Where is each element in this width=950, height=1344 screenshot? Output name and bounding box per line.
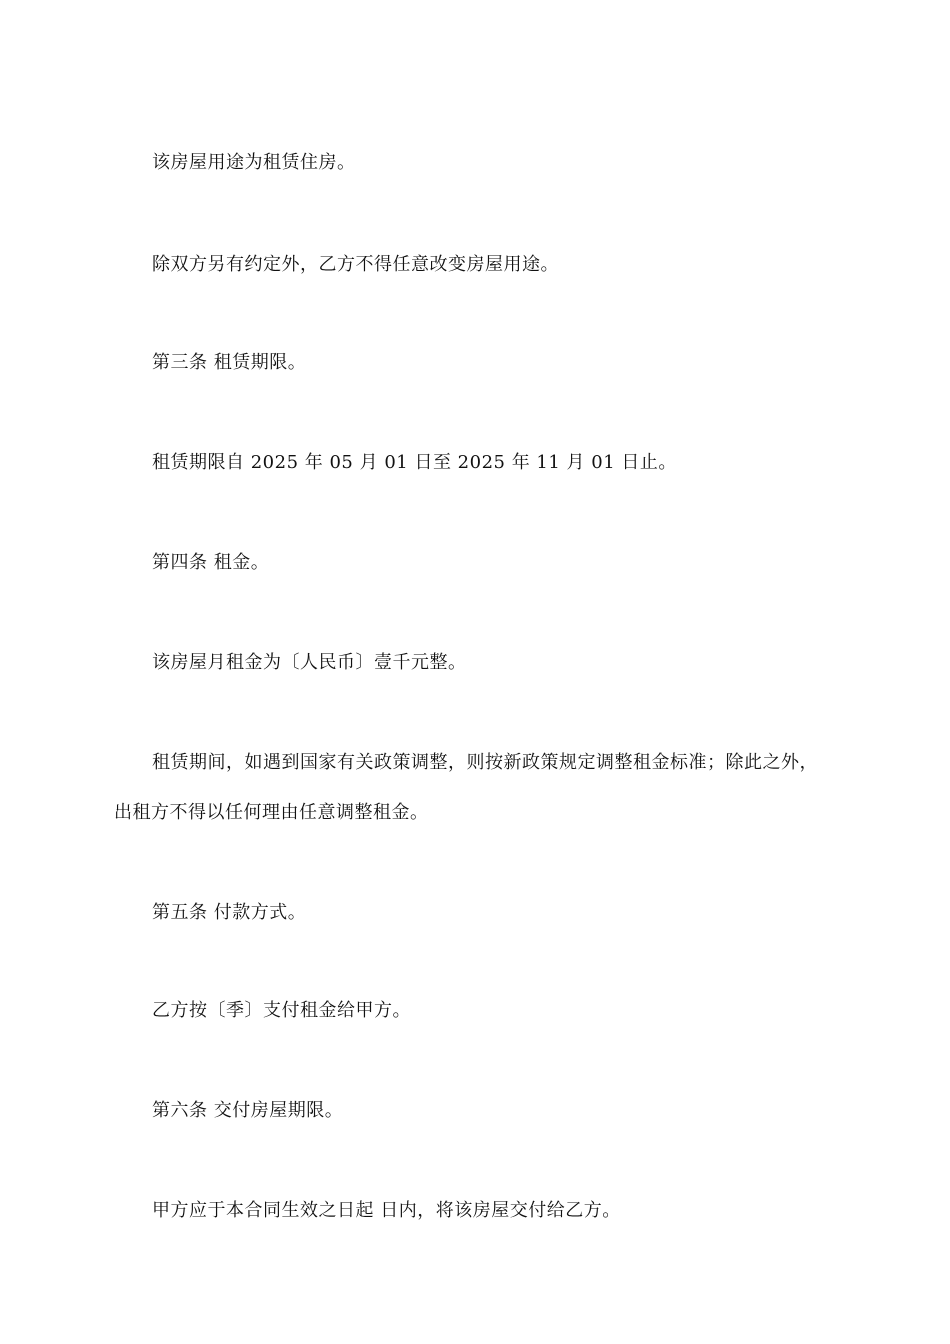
article-6-heading: 第六条 交付房屋期限。 — [152, 1100, 344, 1121]
paragraph-usage: 该房屋用途为租赁住房。 — [152, 152, 356, 173]
paragraph-delivery: 甲方应于本合同生效之日起 日内，将该房屋交付给乙方。 — [152, 1200, 621, 1221]
paragraph-usage-restriction: 除双方另有约定外，乙方不得任意改变房屋用途。 — [152, 254, 559, 275]
paragraph-rent-adjustment-line2: 出租方不得以任何理由任意调整租金。 — [114, 802, 429, 823]
article-5-heading: 第五条 付款方式。 — [152, 902, 307, 923]
article-3-heading: 第三条 租赁期限。 — [152, 352, 307, 373]
paragraph-payment: 乙方按〔季〕支付租金给甲方。 — [152, 1000, 411, 1021]
article-4-heading: 第四条 租金。 — [152, 552, 270, 573]
paragraph-lease-term: 租赁期限自 2025 年 05 月 01 日至 2025 年 11 月 01 日止。 — [152, 452, 677, 473]
paragraph-rent-adjustment-line1: 租赁期间，如遇到国家有关政策调整，则按新政策规定调整租金标准；除此之外， — [152, 752, 818, 773]
paragraph-monthly-rent: 该房屋月租金为〔人民币〕壹千元整。 — [152, 652, 467, 673]
